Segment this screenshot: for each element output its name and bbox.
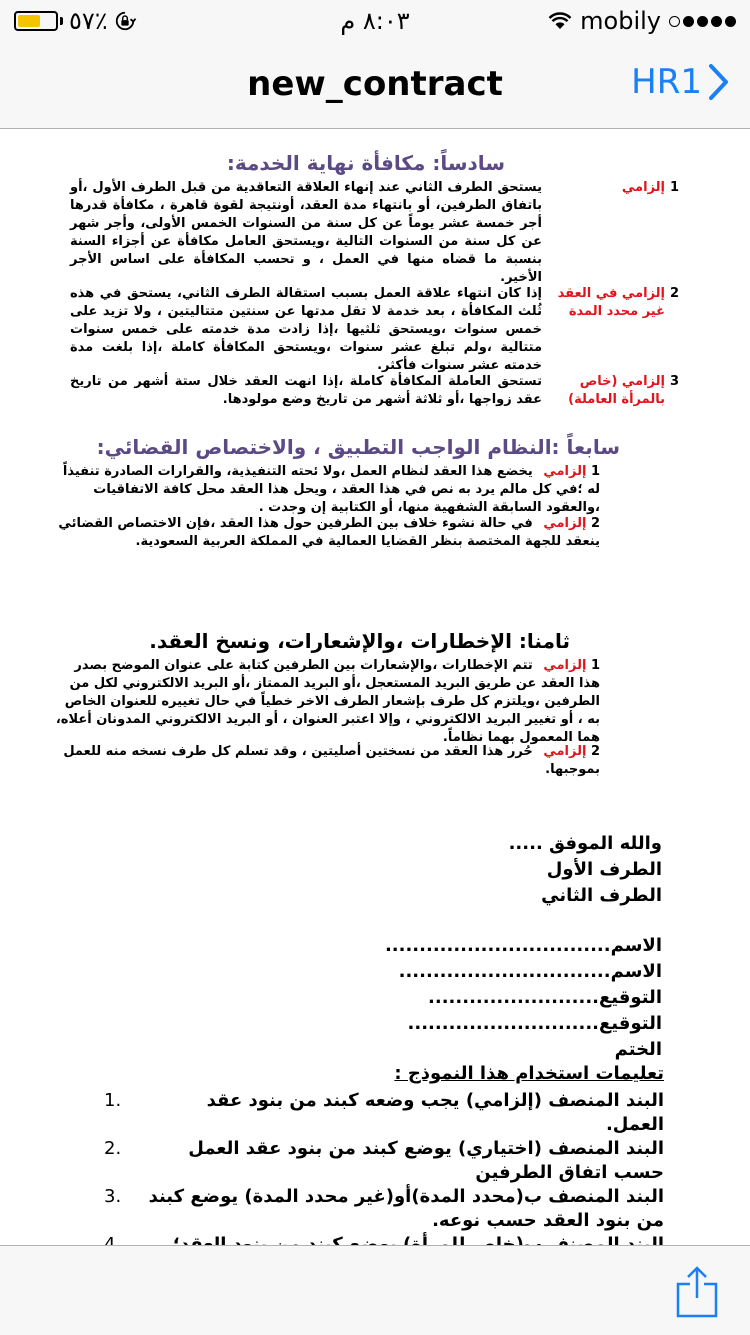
clause-text: يستحق الطرف الثاني عند إنهاء العلاقة التعاقدية من قبل الطرف الأول ،أو باتفاق الطرفين، أو بانتهاء مدة العقد، أونتيجة لقوة قاهرة ، مكافأة قدرها أجر خمسة عشر يوماً عن كل سنة من السنوات الخمس الأولى، وأجر شهر عن كل سنة من السنوات التالية ،ويستحق العامل مكافأة عن أجزاء السنة بنسبة ما قضاه منها في العمل ، و تحسب المكافأة على اساس الأجر الأخير. <box>70 180 542 285</box>
list-item <box>104 1185 664 1233</box>
clause-row <box>50 463 600 517</box>
instructions-title: تعليمات استخدام هذا النموذج : <box>394 1063 664 1084</box>
closing-line: الطرف الثاني <box>541 885 662 906</box>
list-text: البند المنصف (اختياري) يوضع كبند من بنود عقد العمل حسب اتفاق الطرفين <box>188 1138 664 1183</box>
clause-text: في حالة نشوء خلاف بين الطرفين حول هذا العقد ،فإن الاختصاص القضائي ينعقد للجهة المختصة بنظر القضايا العمالية في المملكة العربية السعودية. <box>58 516 600 549</box>
section-heading: ثامنا: الإخطارات ،والإشعارات، ونسخ العقد. <box>149 629 570 653</box>
clause-tag: إلزامي (خاص بالمرأة العاملة) <box>568 374 665 407</box>
signature-line: الختم <box>614 1039 662 1060</box>
chevron-right-icon <box>708 63 730 101</box>
clause-text: يخضع هذا العقد لنظام العمل ،ولا ئحته التنفيذية، والقرارات الصادرة تنفيذاً له ؛في كل مالم يرد به نص في هذا العقد ، ويحل هذا العقد محل كافة الاتفاقيات ،والعقود السابقة الشفهية منها، أو الكتابية إن وجدت . <box>62 464 600 515</box>
clause-number: 1 <box>590 464 600 479</box>
clause-tag: إلزامي <box>621 180 665 195</box>
clause-row <box>70 179 680 287</box>
clause-row <box>50 515 600 551</box>
clause-text: تتم الإخطارات ،والإشعارات بين الطرفين كتابة على عنوان الموضح بصدر هذا العقد عن طريق البريد المستعجل ،أو البريد الممتاز ،أو البريد الالكتروني لكل من الطرفين ،ويلتزم كل طرف بإشعار الطرف الاخر خطياً في حال تغييره للعنوان الخاص به ، أو تغيير البريد الالكتروني ، وإلا اعتبر العنوان ، أو البريد الالكتروني المدونان أعلاه، هما المعمول بهما نظاماً. <box>55 658 600 745</box>
list-item <box>104 1137 664 1185</box>
clause-row <box>50 657 600 747</box>
list-number: 1. <box>104 1090 122 1111</box>
signal-dot <box>697 16 708 27</box>
section-heading: سابعاً :النظام الواجب التطبيق ، والاختصاص القضائي: <box>96 435 620 459</box>
clause-row <box>70 285 680 375</box>
signal-dot <box>711 16 722 27</box>
signal-dot <box>669 16 680 27</box>
battery-tip <box>60 17 63 25</box>
list-number: 2. <box>104 1138 122 1159</box>
hr1-label: HR1 <box>631 62 702 102</box>
signal-dot <box>683 16 694 27</box>
clause-number: 1 <box>590 658 600 673</box>
clause-text: إذا كان انتهاء علاقة العمل بسبب استقالة الطرف الثاني، يستحق في هذه ثُلث المكافأة ، بعد خدمة لا تقل مدتها عن سنتين متتاليتين ، ولا تزيد على خمس سنوات ،ويستحق ثلثيها ،إذا زادت مدة خدمته على خمس سنوات متتالية ،ولم تبلغ عشر سنوات ،ويستحق المكافأة كاملة ،إذا بلغت مدة خدمته عشر سنوات فأكثر. <box>70 286 542 373</box>
list-text: البند المنصف (إلزامي) يجب وضعه كبند من بنود عقد العمل. <box>206 1090 664 1135</box>
clause-tag: إلزامي في العقد غير محدد المدة <box>557 286 665 319</box>
list-item <box>104 1089 664 1137</box>
clause-text: تستحق العاملة المكافأة كاملة ،إذا انهت العقد خلال ستة أشهر من تاريخ عقد زواجها ،أو ثلاثة أشهر من تاريخ وضع مولودها. <box>70 374 542 407</box>
carrier-name: mobily <box>580 7 661 35</box>
clause-row <box>50 743 600 779</box>
status-bar <box>0 0 750 40</box>
list-number: 3. <box>104 1186 122 1207</box>
clause-number: 3 <box>670 374 680 389</box>
bottom-toolbar <box>0 1245 750 1335</box>
share-icon[interactable] <box>674 1266 720 1318</box>
signature-line: الاسم................................. <box>384 935 662 956</box>
section-heading: سادساً: مكافأة نهاية الخدمة: <box>226 151 505 175</box>
navigation-bar <box>0 40 750 129</box>
clause-row <box>70 373 680 409</box>
clause-tag: إلزامي <box>543 744 587 759</box>
clause-number: 2 <box>670 286 680 301</box>
page-title: new_contract <box>247 64 503 104</box>
signature-block <box>385 933 662 1063</box>
closing-line: الطرف الأول <box>546 859 662 880</box>
list-text: البند المنصف ب(محدد المدة)أو(غير محدد المدة) يوضع كبند من بنود العقد حسب نوعه. <box>148 1186 664 1231</box>
signal-group <box>548 7 736 35</box>
signature-line: التوقيع............................ <box>407 1013 662 1034</box>
hr1-back-button[interactable] <box>631 62 730 102</box>
clause-text: حُرر هذا العقد من نسختين أصليتين ، وقد تسلم كل طرف نسخه منه للعمل بموجبها. <box>63 744 600 777</box>
clause-number: 2 <box>590 744 600 759</box>
closing-block <box>509 831 662 909</box>
signal-dot <box>725 16 736 27</box>
clause-tag: إلزامي <box>543 658 587 673</box>
clause-tag: إلزامي <box>543 516 587 531</box>
clause-tag: إلزامي <box>543 464 587 479</box>
document-view[interactable] <box>0 129 750 1245</box>
clause-number: 2 <box>590 516 600 531</box>
rotation-lock-icon <box>114 10 136 32</box>
clock: ٨:٠٣ م <box>340 7 410 35</box>
battery-icon <box>14 11 58 31</box>
wifi-icon <box>548 12 572 30</box>
closing-line: والله الموفق ..... <box>508 833 662 854</box>
signal-strength-icon <box>669 16 736 27</box>
battery-group <box>14 7 136 35</box>
clause-number: 1 <box>670 180 680 195</box>
signature-line: التوقيع......................... <box>428 987 662 1008</box>
signature-line: الاسم............................... <box>398 961 662 982</box>
battery-percent: ٥٧٪ <box>69 7 108 35</box>
